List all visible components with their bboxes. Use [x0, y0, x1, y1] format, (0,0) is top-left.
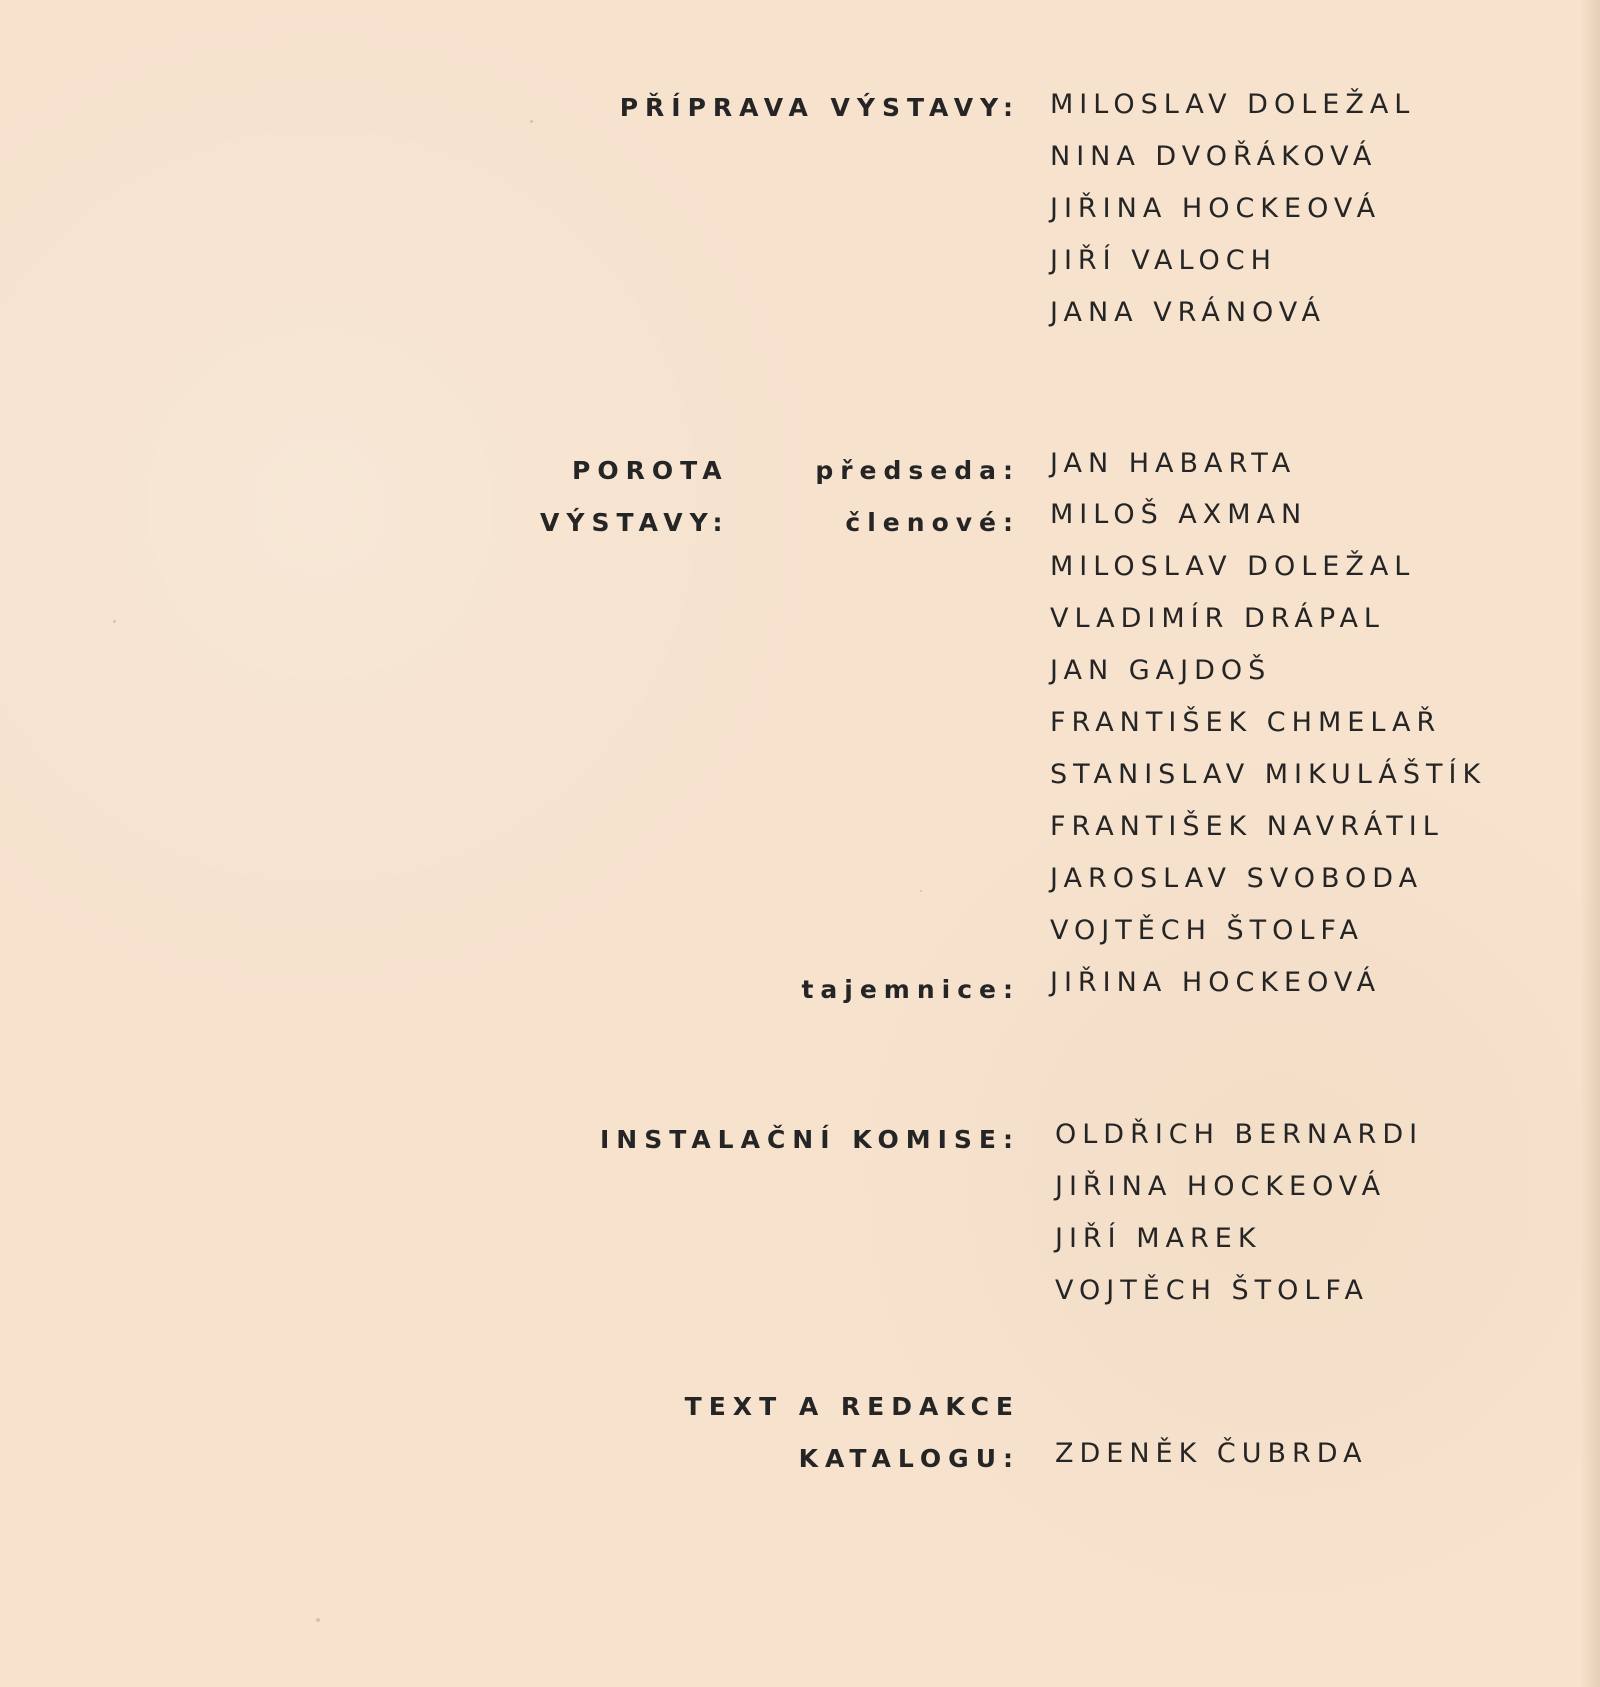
jury-member-name: VLADIMÍR DRÁPAL	[1050, 603, 1385, 634]
jury-member-name: MILOŠ AXMAN	[1050, 499, 1308, 530]
page-edge-shadow	[1580, 0, 1600, 1687]
installation-committee-name: JIŘÍ MAREK	[1055, 1223, 1262, 1254]
jury-members-label: členové:	[845, 508, 1020, 537]
jury-member-name: VOJTĚCH ŠTOLFA	[1050, 915, 1364, 946]
exhibition-preparation-name: JIŘÍ VALOCH	[1050, 245, 1277, 276]
installation-committee-label: INSTALAČNÍ KOMISE:	[599, 1125, 1020, 1154]
jury-member-name: FRANTIŠEK NAVRÁTIL	[1050, 811, 1444, 842]
jury-secretary-label: tajemnice:	[801, 975, 1020, 1004]
exhibition-preparation-name: JANA VRÁNOVÁ	[1050, 297, 1327, 328]
jury-chair-name: JAN HABARTA	[1050, 448, 1297, 479]
installation-committee-name: JIŘINA HOCKEOVÁ	[1055, 1171, 1387, 1202]
installation-committee-name: VOJTĚCH ŠTOLFA	[1055, 1275, 1369, 1306]
jury-member-name: MILOSLAV DOLEŽAL	[1050, 551, 1416, 582]
paper-speck	[530, 120, 533, 123]
jury-chair-label: předseda:	[815, 456, 1020, 485]
exhibition-preparation-name: MILOSLAV DOLEŽAL	[1050, 89, 1416, 120]
jury-member-name: FRANTIŠEK CHMELAŘ	[1050, 707, 1442, 738]
jury-label-line-2: VÝSTAVY:	[540, 508, 730, 537]
jury-member-name: JAROSLAV SVOBODA	[1050, 863, 1424, 894]
catalog-text-name: ZDENĚK ČUBRDA	[1055, 1438, 1368, 1469]
catalog-text-label-line-1: TEXT A REDAKCE	[684, 1392, 1020, 1421]
paper-speck	[113, 620, 116, 623]
exhibition-preparation-name: JIŘINA HOCKEOVÁ	[1050, 193, 1382, 224]
exhibition-preparation-name: NINA DVOŘÁKOVÁ	[1050, 141, 1378, 172]
jury-member-name: JAN GAJDOŠ	[1050, 655, 1272, 686]
jury-secretary-name: JIŘINA HOCKEOVÁ	[1050, 967, 1382, 998]
installation-committee-name: OLDŘICH BERNARDI	[1055, 1119, 1424, 1150]
catalog-text-label-line-2: KATALOGU:	[798, 1444, 1020, 1473]
jury-member-name: STANISLAV MIKULÁŠTÍK	[1050, 759, 1487, 790]
exhibition-preparation-label: PŘÍPRAVA VÝSTAVY:	[619, 93, 1020, 122]
jury-label-line-1: POROTA	[572, 456, 729, 485]
paper-speck	[920, 890, 922, 892]
paper-speck	[316, 1618, 320, 1622]
